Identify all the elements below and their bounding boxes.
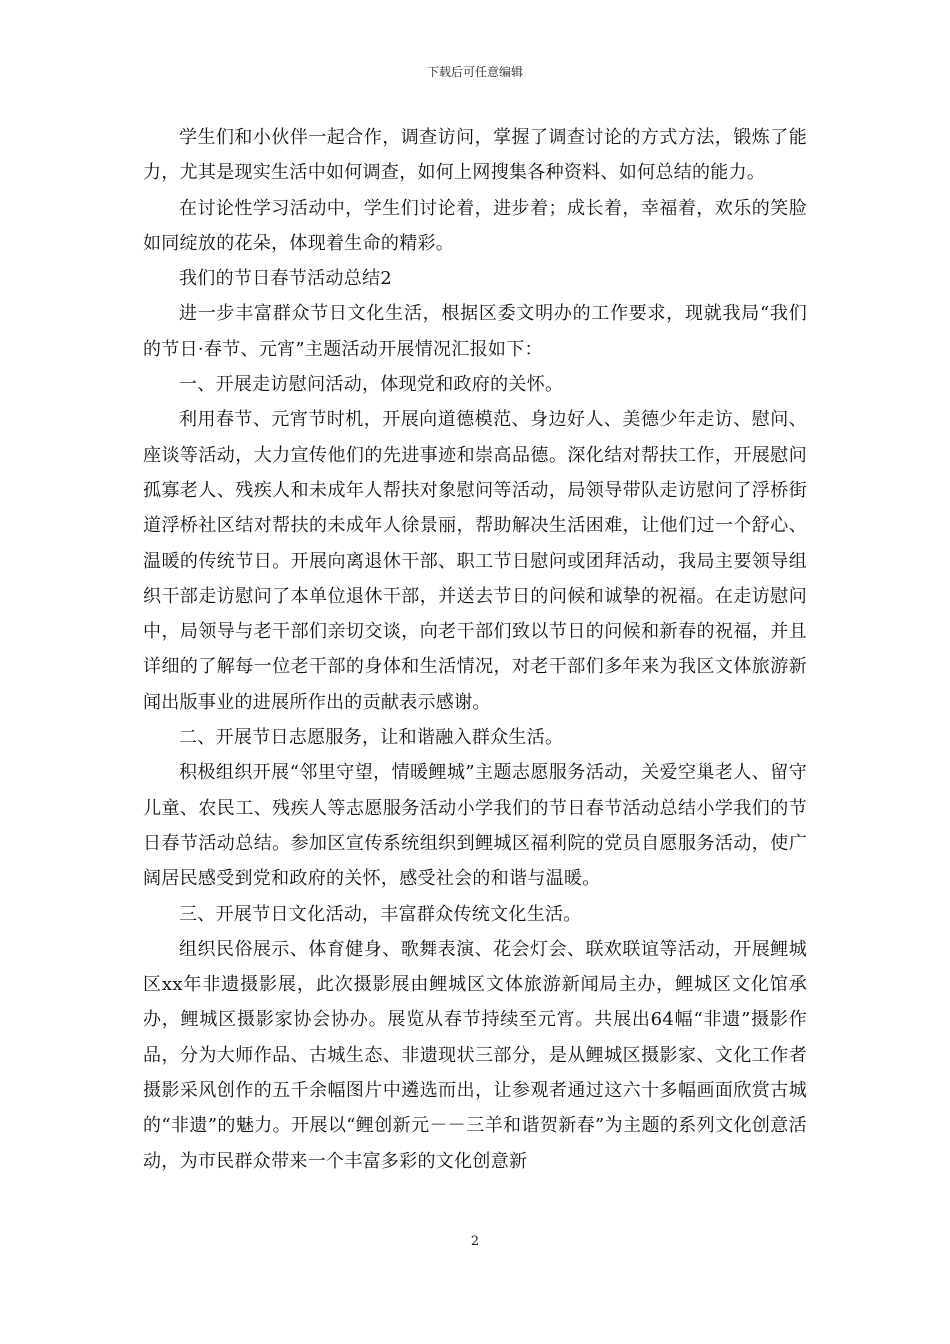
paragraph: 学生们和小伙伴一起合作，调查访问，掌握了调查讨论的方式方法，锻炼了能力，尤其是现实生活中如何调查，如何上网搜集各种资料、如何总结的能力。 [143, 127, 807, 184]
section-heading: 一、开展走访慰问活动，体现党和政府的关怀。 [179, 374, 564, 396]
section-heading: 三、开展节日文化活动，丰富群众传统文化生活。 [179, 903, 582, 925]
section-heading: 二、开展节日志愿服务，让和谐融入群众生活。 [179, 727, 564, 749]
page-number: 2 [470, 1234, 480, 1249]
paragraph: 组织民俗展示、体育健身、歌舞表演、花会灯会、联欢联谊等活动，开展鲤城区xx年非遗摄影展，此次摄影展由鲤城区文体旅游新闻局主办，鲤城区文化馆承办，鲤城区摄影家协会协办。展览从春节持续至元宵。共展出64幅“非遗”摄影作品，分为大师作品、古城生态、非遗现状三部分，是从鲤城区摄影家、文化工作者摄影采风创作的五千余幅图片中遴选而出，让参观者通过这六十多幅画面欣赏古城的“非遗”的魅力。开展以“鲤创新元－－三羊和谐贺新春”为主题的系列文化创意活动，为市民群众带来一个丰富多彩的文化创意新 [143, 938, 807, 1172]
document-body [143, 120, 807, 1179]
paragraph: 利用春节、元宵节时机，开展向道德模范、身边好人、美德少年走访、慰问、座谈等活动，大力宣传他们的先进事迹和崇高品德。深化结对帮扶工作，开展慰问孤寡老人、残疾人和未成年人帮扶对象慰问等活动，局领导带队走访慰问了浮桥街道浮桥社区结对帮扶的未成年人徐景丽，帮助解决生活困难，让他们过一个舒心、温暖的传统节日。开展向离退休干部、职工节日慰问或团拜活动，我局主要领导组织干部走访慰问了本单位退休干部，并送去节日的问候和诚挚的祝福。在走访慰问中，局领导与老干部们亲切交谈，向老干部们致以节日的问候和新春的祝福，并且详细的了解每一位老干部的身体和生活情况，对老干部们多年来为我区文体旅游新闻出版事业的进展所作出的贡献表示感谢。 [143, 409, 807, 713]
section-title: 我们的节日春节活动总结2 [179, 268, 393, 290]
page-header: 下载后可任意编辑 [426, 65, 523, 79]
paragraph: 进一步丰富群众节日文化生活，根据区委文明办的工作要求，现就我局“我们的节日·春节、元宵”主题活动开展情况汇报如下： [143, 303, 807, 360]
paragraph: 在讨论性学习活动中，学生们讨论着，进步着；成长着，幸福着，欢乐的笑脸如同绽放的花朵，体现着生命的精彩。 [143, 197, 807, 254]
paragraph: 积极组织开展“邻里守望，情暖鲤城”主题志愿服务活动，关爱空巢老人、留守儿童、农民工、残疾人等志愿服务活动小学我们的节日春节活动总结小学我们的节日春节活动总结。参加区宣传系统组织到鲤城区福利院的党员自愿服务活动，使广阔居民感受到党和政府的关怀，感受社会的和谐与温暖。 [143, 762, 807, 890]
